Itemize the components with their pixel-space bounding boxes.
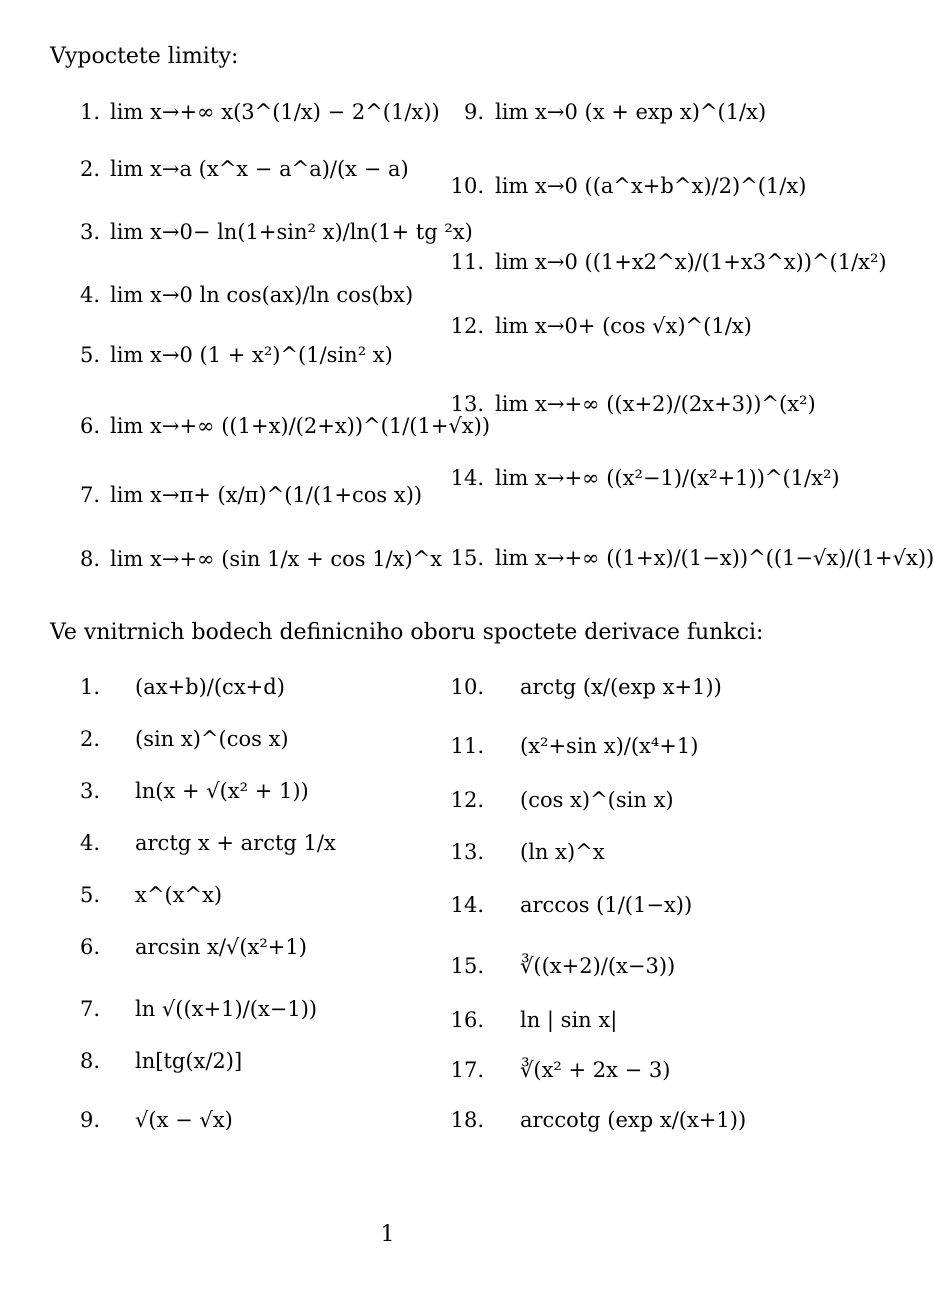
derivative-number: 15.	[450, 954, 484, 978]
limit-expression: lim x→+∞ ((1+x)/(2+x))^(1/(1+√x))	[110, 414, 491, 438]
derivative-expression: ln √((x+1)/(x−1))	[135, 997, 318, 1021]
derivative-number: 16.	[450, 1008, 484, 1032]
derivative-expression: arccotg (exp x/(x+1))	[520, 1108, 747, 1132]
derivative-expression: (ax+b)/(cx+d)	[135, 675, 285, 699]
limit-number: 9.	[463, 100, 484, 124]
limit-number: 12.	[450, 314, 484, 338]
derivative-number: 10.	[450, 675, 484, 699]
derivative-number: 1.	[79, 675, 100, 699]
derivative-number: 14.	[450, 893, 484, 917]
limit-expression: lim x→0 ((1+x2^x)/(1+x3^x))^(1/x²)	[495, 250, 887, 274]
limit-expression: lim x→0− ln(1+sin² x)/ln(1+ tg ²x)	[110, 220, 473, 244]
limit-number: 4.	[79, 283, 100, 307]
limit-number: 5.	[79, 343, 100, 367]
limit-expression: lim x→0 (x + exp x)^(1/x)	[495, 100, 767, 124]
limit-expression: lim x→a (x^x − a^a)/(x − a)	[110, 157, 409, 181]
derivative-number: 5.	[79, 883, 100, 907]
derivative-expression: ∛(x² + 2x − 3)	[520, 1058, 671, 1082]
limit-number: 13.	[450, 392, 484, 416]
limit-expression: lim x→+∞ ((x²−1)/(x²+1))^(1/x²)	[495, 466, 840, 490]
derivative-expression: arctg x + arctg 1/x	[135, 831, 336, 855]
derivative-expression: (cos x)^(sin x)	[520, 788, 674, 812]
derivative-number: 7.	[79, 997, 100, 1021]
limit-expression: lim x→+∞ (sin 1/x + cos 1/x)^x	[110, 547, 443, 571]
limit-number: 8.	[79, 547, 100, 571]
limit-number: 11.	[450, 250, 484, 274]
derivative-expression: ln(x + √(x² + 1))	[135, 779, 309, 803]
limit-expression: lim x→0+ (cos √x)^(1/x)	[495, 314, 752, 338]
derivative-expression: x^(x^x)	[135, 883, 223, 907]
derivative-expression: arctg (x/(exp x+1))	[520, 675, 722, 699]
derivative-number: 17.	[450, 1058, 484, 1082]
limit-number: 14.	[450, 466, 484, 490]
derivative-number: 2.	[79, 727, 100, 751]
limit-expression: lim x→+∞ ((1+x)/(1−x))^((1−√x)/(1+√x))	[495, 546, 934, 570]
limit-expression: lim x→0 ((a^x+b^x)/2)^(1/x)	[495, 174, 807, 198]
limit-number: 15.	[450, 546, 484, 570]
derivative-number: 13.	[450, 840, 484, 864]
limit-number: 6.	[79, 414, 100, 438]
derivative-expression: ln | sin x|	[520, 1008, 618, 1032]
limit-number: 2.	[79, 157, 100, 181]
derivative-expression: ∛((x+2)/(x−3))	[520, 954, 676, 978]
derivative-number: 6.	[79, 935, 100, 959]
derivative-number: 3.	[79, 779, 100, 803]
derivative-expression: arcsin x/√(x²+1)	[135, 935, 307, 959]
limit-expression: lim x→0 ln cos(ax)/ln cos(bx)	[110, 283, 414, 307]
limit-number: 3.	[79, 220, 100, 244]
page-number: 1	[380, 1222, 395, 1247]
limit-expression: lim x→+∞ ((x+2)/(2x+3))^(x²)	[495, 392, 816, 416]
limit-number: 10.	[450, 174, 484, 198]
derivative-number: 18.	[450, 1108, 484, 1132]
derivative-expression: ln[tg(x/2)]	[135, 1049, 243, 1073]
limit-expression: lim x→0 (1 + x²)^(1/sin² x)	[110, 343, 393, 367]
derivative-expression: (sin x)^(cos x)	[135, 727, 289, 751]
derivative-expression: √(x − √x)	[135, 1108, 233, 1132]
limit-expression: lim x→+∞ x(3^(1/x) − 2^(1/x))	[110, 100, 440, 124]
derivative-number: 9.	[79, 1108, 100, 1132]
derivative-expression: (ln x)^x	[520, 840, 605, 864]
derivative-expression: (x²+sin x)/(x⁴+1)	[520, 734, 699, 758]
derivative-expression: arccos (1/(1−x))	[520, 893, 693, 917]
derivative-number: 4.	[79, 831, 100, 855]
limits-heading: Vypoctete limity:	[50, 44, 239, 69]
derivative-number: 11.	[450, 734, 484, 758]
derivative-number: 8.	[79, 1049, 100, 1073]
limit-expression: lim x→π+ (x/π)^(1/(1+cos x))	[110, 483, 423, 507]
derivatives-heading: Ve vnitrnich bodech definicniho oboru spoctete derivace funkci:	[50, 620, 764, 645]
derivative-number: 12.	[450, 788, 484, 812]
limit-number: 1.	[79, 100, 100, 124]
limit-number: 7.	[79, 483, 100, 507]
